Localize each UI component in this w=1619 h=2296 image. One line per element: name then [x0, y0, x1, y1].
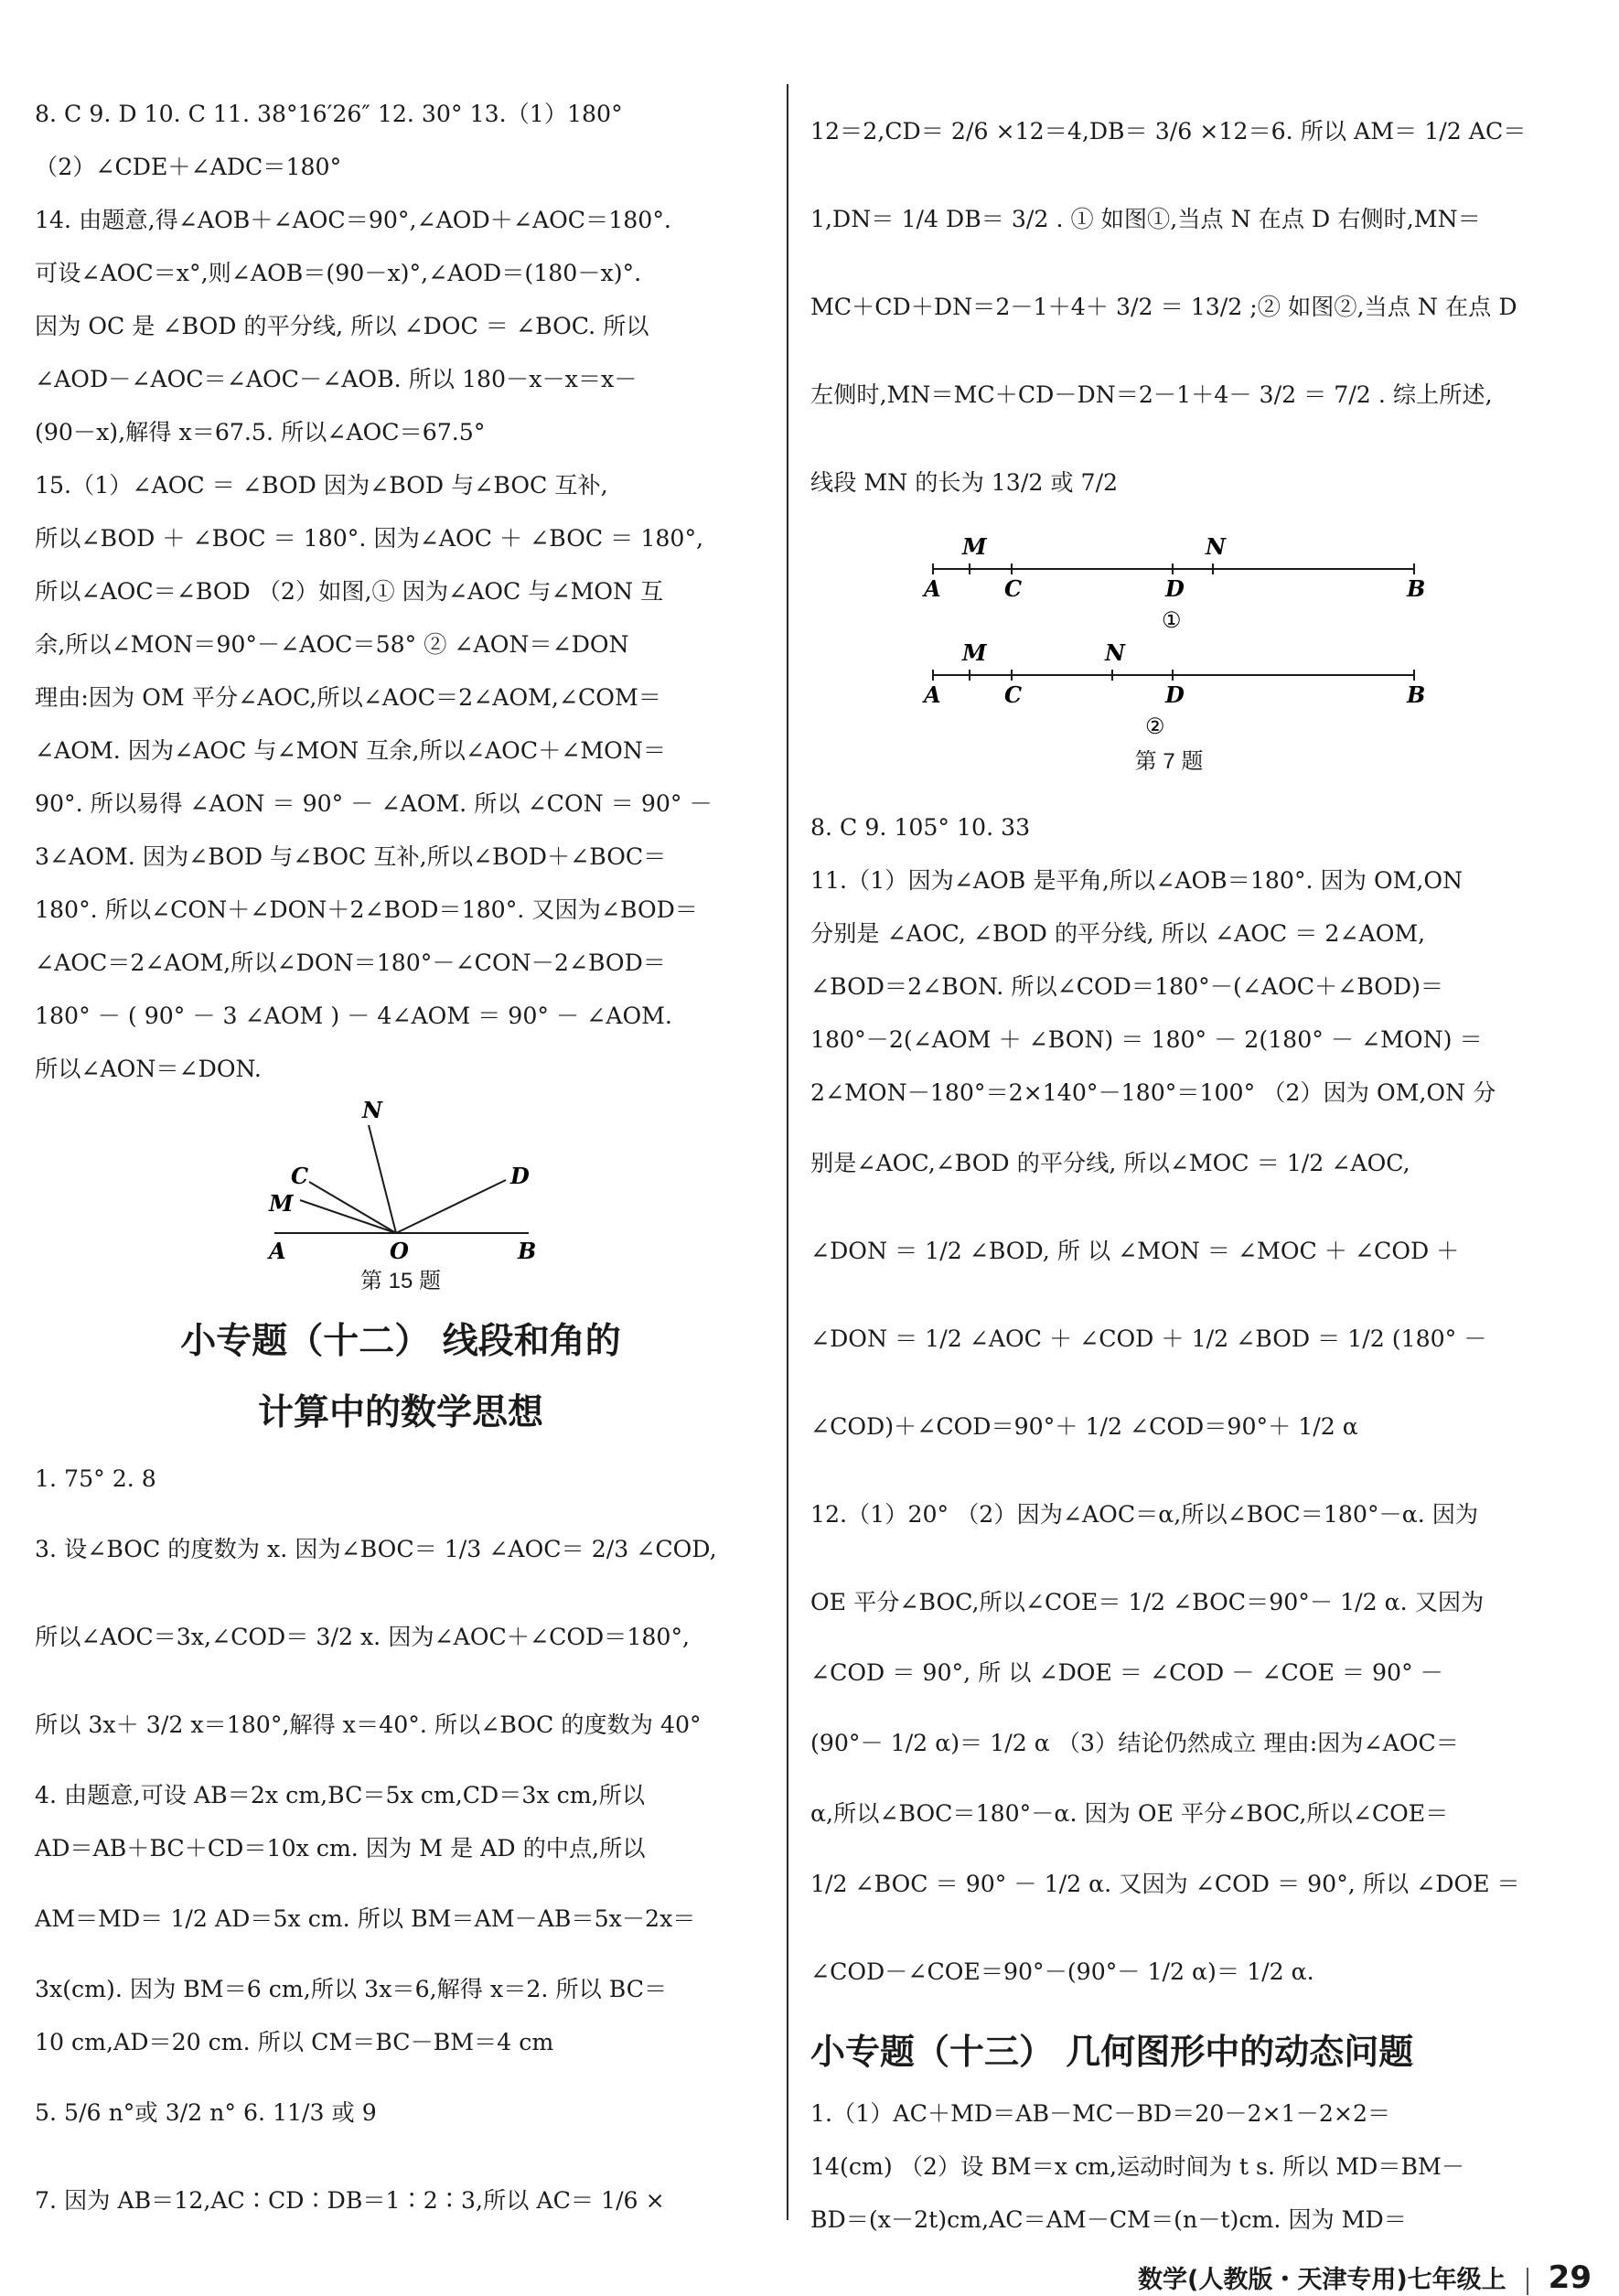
text-line: 180°－2(∠AOM ＋ ∠BON) ＝ 180° － 2(180° － ∠MON) ＝ — [810, 1026, 1483, 1053]
ray-od — [396, 1180, 506, 1233]
text-line: 10 cm,AD＝20 cm. 所以 CM＝BC－BM＝4 cm — [35, 2029, 554, 2055]
text-line: 180°. 所以∠CON＋∠DON＋2∠BOD＝180°. 又因为∠BOD＝ — [35, 896, 698, 923]
text-line: ∠BOD＝2∠BON. 所以∠COD＝180°－(∠AOC＋∠BOD)＝ — [810, 973, 1444, 1000]
label-n-2: N — [1105, 639, 1125, 666]
text-line: 90°. 所以易得 ∠AON ＝ 90° － ∠AOM. 所以 ∠CON ＝ 90° － — [35, 790, 713, 817]
text-line: 8. C 9. 105° 10. 33 — [810, 814, 1031, 841]
label-b: B — [518, 1238, 537, 1264]
topic-13-heading: 小专题（十三） 几何图形中的动态问题 — [810, 2032, 1414, 2072]
text-line: ∠COD)＋∠COD＝90°＋ 1/2 ∠COD＝90°＋ 1/2 α — [810, 1413, 1358, 1440]
diagram-mark-1: ① — [1162, 607, 1182, 633]
label-d-1: D — [1165, 575, 1185, 602]
label-n-1: N — [1206, 533, 1226, 560]
text-line: 7. 因为 AB＝12,AC∶CD∶DB＝1∶2∶3,所以 AC＝ 1/6 × — [35, 2187, 665, 2214]
text-line: 理由:因为 OM 平分∠AOC,所以∠AOC＝2∠AOM,∠COM＝ — [35, 684, 661, 711]
label-m-2: M — [962, 639, 987, 666]
text-line: 4. 由题意,可设 AB＝2x cm,BC＝5x cm,CD＝3x cm,所以 — [35, 1782, 646, 1808]
text-line: 3x(cm). 因为 BM＝6 cm,所以 3x＝6,解得 x＝2. 所以 BC＝ — [35, 1976, 668, 2002]
text-line: 2∠MON－180°＝2×140°－180°＝100° （2）因为 OM,ON 分 — [810, 1079, 1496, 1106]
text-line: 14(cm) （2）设 BM＝x cm,运动时间为 t s. 所以 MD＝BM－ — [810, 2153, 1465, 2180]
diagram-mark-2: ② — [1145, 713, 1165, 739]
text-line: ∠AOC＝2∠AOM,所以∠DON＝180°－∠CON－2∠BOD＝ — [35, 950, 666, 976]
label-c-1: C — [1004, 575, 1023, 602]
figure-7 — [810, 527, 1542, 801]
left-column — [35, 88, 767, 2245]
book-title: 数学(人教版・天津专用)七年级上 — [1137, 2266, 1506, 2294]
topic-12-heading-line2: 计算中的数学思想 — [257, 1392, 543, 1433]
text-line: 因为 OC 是 ∠BOD 的平分线, 所以 ∠DOC ＝ ∠BOC. 所以 — [35, 313, 649, 339]
figure-15-caption: 第 15 题 — [359, 1269, 442, 1293]
page-footer — [1006, 2259, 1592, 2296]
angle-diagram — [35, 1096, 767, 1279]
column-divider — [787, 84, 788, 2220]
left-lines — [35, 88, 767, 1096]
right-column — [810, 88, 1542, 2247]
label-c-2: C — [1004, 681, 1023, 708]
text-line: MC＋CD＋DN＝2－1＋4＋ 3/2 ＝ 13/2 ;② 如图②,当点 N 在点 D — [810, 294, 1517, 320]
text-line: 12.（1）20° （2）因为∠AOC＝α,所以∠BOC＝180°－α. 因为 — [810, 1501, 1479, 1528]
label-m-1: M — [962, 533, 987, 560]
text-line: 11.（1）因为∠AOB 是平角,所以∠AOB＝180°. 因为 OM,ON — [810, 867, 1464, 894]
text-line: 左侧时,MN＝MC＋CD－DN＝2－1＋4－ 3/2 ＝ 7/2 . 综上所述, — [810, 381, 1493, 408]
text-line: BD＝(x－2t)cm,AC＝AM－CM＝(n－t)cm. 因为 MD＝ — [810, 2206, 1407, 2233]
label-d: D — [510, 1163, 530, 1189]
label-o: O — [390, 1238, 409, 1264]
text-line: 8. C 9. D 10. C 11. 38°16′26″ 12. 30° 13.（1）180° — [35, 101, 623, 127]
page-number: 29 — [1548, 2259, 1592, 2296]
text-line: 1.（1）AC＋MD＝AB－MC－BD＝20－2×1－2×2＝ — [810, 2100, 1391, 2127]
text-line: ∠COD ＝ 90°, 所 以 ∠DOE ＝ ∠COD － ∠COE ＝ 90° － — [810, 1659, 1443, 1686]
ray-on — [369, 1125, 396, 1233]
figure-15 — [35, 1096, 767, 1306]
text-line: (90－x),解得 x＝67.5. 所以∠AOC＝67.5° — [35, 419, 486, 445]
text-line: ∠AOM. 因为∠AOC 与∠MON 互余,所以∠AOC＋∠MON＝ — [35, 737, 667, 764]
label-d-2: D — [1165, 681, 1185, 708]
segment-diagram — [810, 527, 1542, 774]
text-line: ∠DON ＝ 1/2 ∠BOD, 所 以 ∠MON ＝ ∠MOC ＋ ∠COD ＋ — [810, 1238, 1460, 1264]
text-line: 1,DN＝ 1/4 DB＝ 3/2 . ① 如图①,当点 N 在点 D 右侧时,MN＝ — [810, 206, 1481, 232]
text-line: 12＝2,CD＝ 2/6 ×12＝4,DB＝ 3/6 ×12＝6. 所以 AM＝ 1/2 AC＝ — [810, 118, 1527, 145]
topic-12-heading-line1: 小专题（十二） 线段和角的 — [180, 1321, 621, 1362]
text-line: 所以∠AOC＝3x,∠COD＝ 3/2 x. 因为∠AOC＋∠COD＝180°, — [35, 1624, 691, 1650]
text-line: 所以∠AOC＝∠BOD （2）如图,① 因为∠AOC 与∠MON 互 — [35, 578, 664, 605]
text-line: 3∠AOM. 因为∠BOD 与∠BOC 互补,所以∠BOD＋∠BOC＝ — [35, 843, 667, 870]
label-b-1: B — [1407, 575, 1426, 602]
text-line: α,所以∠BOC＝180°－α. 因为 OE 平分∠BOC,所以∠COE＝ — [810, 1800, 1449, 1827]
text-line: 3. 设∠BOC 的度数为 x. 因为∠BOC＝ 1/3 ∠AOC＝ 2/3 ∠COD, — [35, 1536, 717, 1562]
label-b-2: B — [1407, 681, 1426, 708]
text-line: AM＝MD＝ 1/2 AD＝5x cm. 所以 BM＝AM－AB＝5x－2x＝ — [35, 1905, 696, 1932]
text-line: AD＝AB＋BC＋CD＝10x cm. 因为 M 是 AD 的中点,所以 — [35, 1835, 646, 1861]
text-line: 所以 3x＋ 3/2 x＝180°,解得 x＝40°. 所以∠BOC 的度数为 40° — [35, 1711, 702, 1738]
text-line: 别是∠AOC,∠BOD 的平分线, 所以∠MOC ＝ 1/2 ∠AOC, — [810, 1150, 1410, 1176]
text-line: ∠DON ＝ 1/2 ∠AOC ＋ ∠COD ＋ 1/2 ∠BOD ＝ 1/2 (180° － — [810, 1325, 1487, 1352]
text-line: （2）∠CDE＋∠ADC＝180° — [35, 154, 342, 180]
text-line: 余,所以∠MON＝90°－∠AOC＝58° ② ∠AON＝∠DON — [35, 631, 629, 658]
text-line: 15.（1）∠AOC ＝ ∠BOD 因为∠BOD 与∠BOC 互补, — [35, 472, 608, 499]
text-line: 1/2 ∠BOC ＝ 90° － 1/2 α. 又因为 ∠COD ＝ 90°, 所以 ∠DOE ＝ — [810, 1871, 1520, 1897]
footer-separator — [1527, 2268, 1528, 2295]
text-line: 所以∠AON＝∠DON. — [35, 1056, 262, 1082]
label-n: N — [362, 1097, 382, 1123]
label-a-2: A — [924, 681, 941, 708]
text-line: 14. 由题意,得∠AOB＋∠AOC＝90°,∠AOD＋∠AOC＝180°. — [35, 207, 671, 233]
label-a: A — [269, 1238, 286, 1264]
text-line: 1. 75° 2. 8 — [35, 1465, 156, 1492]
text-line: 所以∠BOD ＋ ∠BOC ＝ 180°. 因为∠AOC ＋ ∠BOC ＝ 180°, — [35, 525, 704, 552]
text-line: 分别是 ∠AOC, ∠BOD 的平分线, 所以 ∠AOC ＝ 2∠AOM, — [810, 920, 1426, 947]
label-m: M — [269, 1190, 294, 1217]
text-line: 可设∠AOC＝x°,则∠AOB＝(90－x)°,∠AOD＝(180－x)°. — [35, 260, 642, 286]
text-line: ∠COD－∠COE＝90°－(90°－ 1/2 α)＝ 1/2 α. — [810, 1958, 1314, 1985]
label-a-1: A — [924, 575, 941, 602]
label-c: C — [291, 1163, 309, 1189]
text-line: 180° － ( 90° － 3 ∠AOM ) － 4∠AOM ＝ 90° － ∠AOM. — [35, 1003, 672, 1029]
text-line: 线段 MN 的长为 13/2 或 7/2 — [810, 469, 1119, 496]
text-line: OE 平分∠BOC,所以∠COE＝ 1/2 ∠BOC＝90°－ 1/2 α. 又因为 — [810, 1589, 1485, 1615]
text-line: (90°－ 1/2 α)＝ 1/2 α （3）结论仍然成立 理由:因为∠AOC＝ — [810, 1730, 1459, 1756]
figure-7-caption: 第 7 题 — [1134, 749, 1204, 774]
text-line: ∠AOD－∠AOC＝∠AOC－∠AOB. 所以 180－x－x＝x－ — [35, 366, 638, 392]
text-line: 5. 5/6 n°或 3/2 n° 6. 11/3 或 9 — [35, 2099, 377, 2126]
